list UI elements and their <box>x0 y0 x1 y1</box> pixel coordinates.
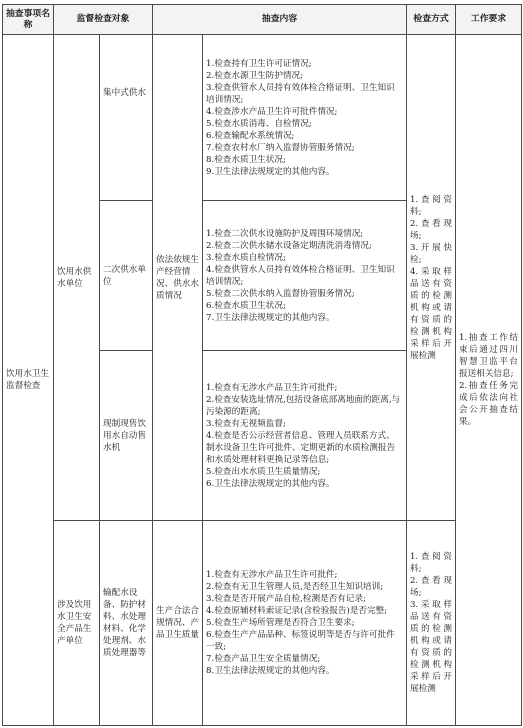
content-line: 6.卫生法律法规规定的其他内容。 <box>206 478 335 489</box>
header-requirement: 工作要求 <box>456 5 522 35</box>
content-line: 2.检查安装选址情况,包括设备底部离地面的距离,与污染源的距离; <box>206 394 401 417</box>
header-row <box>3 5 522 35</box>
content-central <box>203 35 407 201</box>
basis-water: 依法依规生产经营情况、供水水质情况 <box>153 35 203 521</box>
subtype-equipment: 输配水设备、防护材料、水处理材料、化学处理剂、水质处理器等 <box>100 521 153 726</box>
content-line: 6.检查输配水系统情况; <box>206 130 295 141</box>
content-line: 5.检查生产场所管理是否符合卫生要求; <box>206 618 355 628</box>
content-line: 3.检查是否开展产品自检,检测是否有记录; <box>206 594 366 604</box>
method-line: 2.查看现场; <box>410 576 453 598</box>
content-line: 7.卫生法律法规规定的其他内容。 <box>206 312 335 323</box>
requirement-line: 2.抽查任务完成后依法向社会公开抽查结果。 <box>459 381 519 427</box>
content-line: 1.检查二次供水设施防护及周围环境情况; <box>206 228 364 239</box>
method-line: 4.采取样品送有资质的检测机构或请有资质的检测机构采样后开展检测 <box>410 266 453 361</box>
content-line: 6.检查生产产品品种、标签说明等是否与许可批件一致; <box>206 630 395 652</box>
method-line: 1.查阅资料; <box>410 194 453 217</box>
subtype-central: 集中式供水 <box>100 35 153 201</box>
method-line: 3.开展快检; <box>410 242 453 265</box>
method-line: 1.查阅资料; <box>410 552 453 574</box>
content-line: 3.检查水质自检情况; <box>206 252 286 263</box>
subtype-vending: 现制现售饮用水自动售水机 <box>100 351 153 521</box>
basis-product: 生产合法合规情况、产品卫生质量 <box>153 521 203 726</box>
content-line: 7.检查产品卫生安全质量情况; <box>206 654 321 664</box>
header-method: 检查方式 <box>407 5 456 35</box>
content-line: 3.检查供管水人员持有效体检合格证明、卫生知识培训情况; <box>206 82 395 105</box>
table-row <box>3 35 522 201</box>
header-content: 抽查内容 <box>153 5 407 35</box>
subtype-secondary: 二次供水单位 <box>100 201 153 351</box>
method-line: 3.采取样品送有资质的检测机构或请有资质的检测机构采样后开展检测 <box>410 600 453 694</box>
org-water-units: 饮用水供水单位 <box>54 35 100 521</box>
content-line: 4.检查涉水产品卫生许可批件情况; <box>206 106 338 117</box>
org-product-units: 涉及饮用水卫生安全产品生产单位 <box>54 521 100 726</box>
header-item: 抽查事项名称 <box>3 5 54 35</box>
content-line: 2.检查二次供水储水设备定期清洗消毒情况; <box>206 240 372 251</box>
requirements-cell <box>456 35 522 726</box>
content-line: 4.检查原辅材料索证记录(含检验报告)是否完整; <box>206 606 388 616</box>
content-product <box>203 521 407 726</box>
content-line: 4.检查供管水人员持有效体检合格证明、卫生知识培训情况; <box>206 264 395 287</box>
content-line: 8.检查水质卫生状况; <box>206 154 286 165</box>
content-line: 6.检查水质卫生状况; <box>206 300 286 311</box>
content-line: 1.检查有无涉水产品卫生许可批件; <box>206 382 338 393</box>
method-water <box>407 35 456 521</box>
content-secondary <box>203 201 407 351</box>
content-line: 1.检查持有卫生许可证情况; <box>206 58 312 69</box>
content-line: 5.检查水质消毒、自检情况; <box>206 118 312 129</box>
content-line: 2.检查有无卫生管理人员,是否经卫生知识培训; <box>206 582 384 592</box>
content-line: 9.卫生法律法规规定的其他内容。 <box>206 166 335 177</box>
content-line: 8.卫生法律法规规定的其他内容。 <box>206 666 335 676</box>
table-row <box>3 521 522 726</box>
content-line: 3.检查有无视频监督; <box>206 418 286 429</box>
inspection-table <box>2 4 522 726</box>
method-product <box>407 521 456 726</box>
content-line: 2.检查水源卫生防护情况; <box>206 70 304 81</box>
content-vending <box>203 351 407 521</box>
content-line: 5.检查二次供水纳入监督协管服务情况; <box>206 288 355 299</box>
content-line: 7.检查农村水厂纳入监督协管服务情况; <box>206 142 355 153</box>
item-name-cell: 饮用水卫生监督检查 <box>3 35 54 726</box>
content-line: 1.检查有无涉水产品卫生许可批件; <box>206 570 338 580</box>
content-line: 5.检查出水水质卫生质量情况; <box>206 466 321 477</box>
content-line: 4.检查是否公示经营者信息、管理人员联系方式、制水设备卫生许可批件、定期更新的水质检测报告和水质处理材料更换记录等信息; <box>206 430 396 465</box>
requirement-line: 1.抽查工作结束后通过四川智慧卫监平台报送相关信息; <box>459 333 519 379</box>
header-target: 监督检查对象 <box>54 5 153 35</box>
method-line: 2.查看现场; <box>410 218 453 241</box>
